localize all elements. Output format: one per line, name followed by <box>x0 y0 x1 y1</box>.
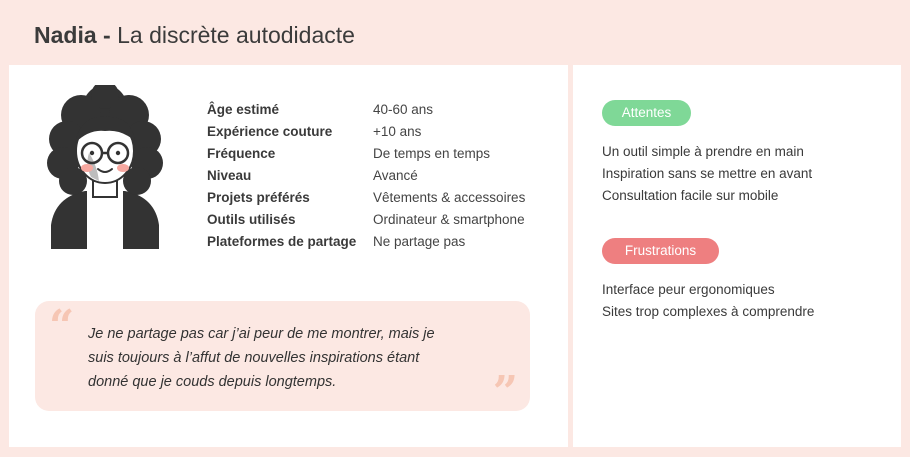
profile-info-table <box>207 99 525 253</box>
info-value: +10 ans <box>373 124 422 139</box>
info-row-frequency <box>207 143 525 165</box>
profile-card <box>9 65 568 447</box>
title-separator: - <box>96 22 118 48</box>
info-label: Âge estimé <box>207 102 280 117</box>
quote-text <box>88 322 488 394</box>
info-label: Outils utilisés <box>207 212 296 227</box>
frustrations-badge: Frustrations <box>602 238 719 264</box>
attentes-badge: Attentes <box>602 100 691 126</box>
list-item: Consultation facile sur mobile <box>602 188 779 203</box>
close-quote-icon: ” <box>492 367 518 418</box>
needs-card <box>573 65 901 447</box>
page-title <box>34 20 355 50</box>
info-row-level <box>207 165 525 187</box>
info-label: Expérience couture <box>207 124 333 139</box>
list-item: Interface peur ergonomiques <box>602 282 775 297</box>
info-row-experience <box>207 121 525 143</box>
info-row-projects <box>207 187 525 209</box>
info-label: Projets préférés <box>207 190 310 205</box>
attentes-list <box>602 141 812 207</box>
info-value: De temps en temps <box>373 146 491 161</box>
avatar <box>47 85 163 249</box>
open-quote-icon: “ <box>49 301 75 352</box>
info-value: Ordinateur & smartphone <box>373 212 525 227</box>
quote-box <box>35 301 530 418</box>
list-item: Un outil simple à prendre en main <box>602 144 804 159</box>
info-label: Fréquence <box>207 146 276 161</box>
info-label: Niveau <box>207 168 252 183</box>
info-value: Vêtements & accessoires <box>373 190 526 205</box>
info-row-age <box>207 99 525 121</box>
list-item: Inspiration sans se mettre en avant <box>602 166 813 181</box>
quote-line: Je ne partage pas car j’ai peur de me montrer, mais je <box>88 326 435 342</box>
info-row-tools <box>207 209 525 231</box>
info-value: Ne partage pas <box>373 234 466 249</box>
info-label: Plateformes de partage <box>207 234 357 249</box>
info-value: Avancé <box>373 168 418 183</box>
quote-line: donné que je couds depuis longtemps. <box>88 374 337 390</box>
info-value: 40-60 ans <box>373 102 434 117</box>
quote-line: suis toujours à l’affut de nouvelles inspirations étant <box>88 350 420 366</box>
persona-name: Nadia <box>34 22 97 48</box>
woman-curly-hair-glasses-avatar-icon <box>47 85 163 249</box>
persona-subtitle: La discrète autodidacte <box>117 22 355 48</box>
frustrations-list <box>602 279 814 323</box>
info-row-platforms <box>207 231 525 253</box>
list-item: Sites trop complexes à comprendre <box>602 304 815 319</box>
